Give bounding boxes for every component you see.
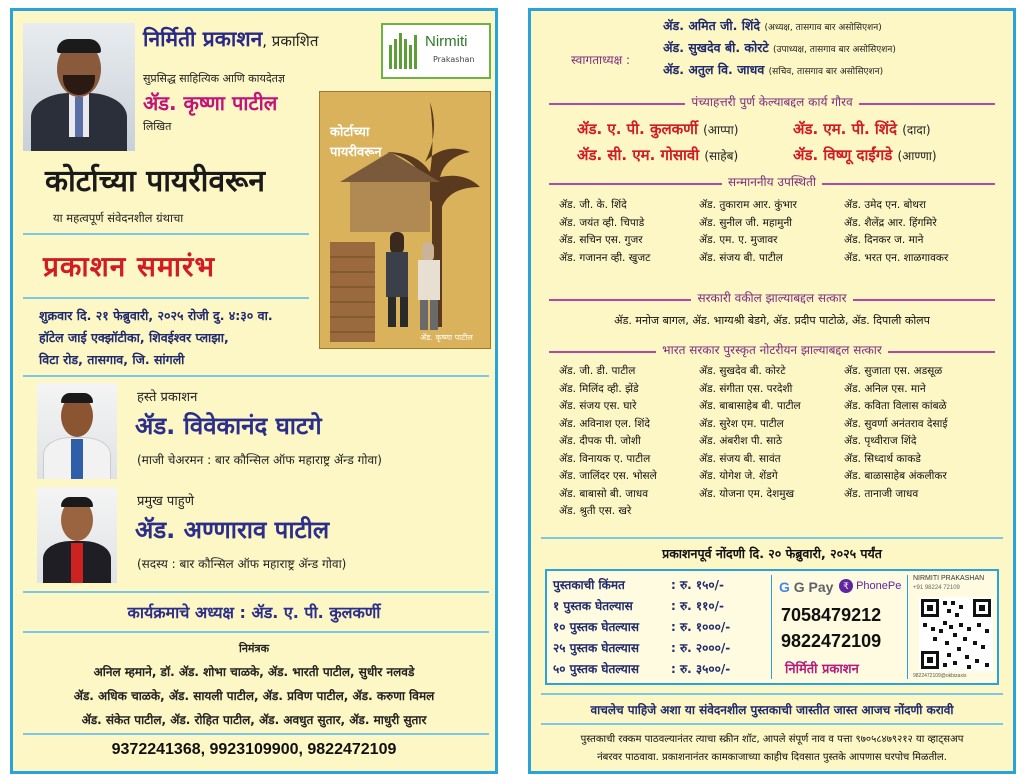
cover-author: ॲड. कृष्णा पाटील bbox=[420, 333, 473, 342]
payment-box bbox=[545, 569, 999, 685]
list-item: ॲड. भरत एन. शाळगावकर bbox=[844, 251, 949, 264]
list-item: ॲड. अनिल एस. माने bbox=[844, 382, 926, 395]
author-name: ॲड. कृष्णा पाटील bbox=[143, 91, 278, 115]
book-cover bbox=[319, 91, 491, 349]
inviters-line3: ॲड. संकेत पाटील, ॲड. रोहित पाटील, ॲड. अवधुत सुतार, ॲड. माधुरी सुतार bbox=[81, 713, 427, 727]
price-row: १० पुस्तक घेतल्यास : रु. १०००/- bbox=[553, 620, 731, 634]
list-item: ॲड. बाबासो बी. जाधव bbox=[559, 487, 649, 500]
list-item: ॲड. कविता विलास कांबळे bbox=[844, 400, 947, 412]
section-guests-heading: सन्माननीय उपस्थिती bbox=[531, 173, 1013, 190]
author-photo bbox=[23, 23, 135, 151]
list-item: ॲड. सिध्दार्थ काकडे bbox=[844, 452, 921, 465]
list-item: ॲड. संजय बी. पाटील bbox=[699, 251, 783, 264]
list-item: ॲड. श्रुती एस. खरे bbox=[559, 505, 632, 517]
inviters-line1: अनिल म्हमाने, डॉ. ॲड. शोभा चाळके, ॲड. भारती पाटील, सुधीर नलवडे bbox=[93, 665, 415, 679]
prebooking-deadline: प्रकाशनपूर्व नोंदणी दि. २० फेब्रुवारी, २०२५ पर्यंत bbox=[662, 546, 882, 561]
honoree-2: ॲड. एम. पी. शिंदे (दादा) bbox=[793, 120, 931, 138]
list-item: ॲड. सुजाता एस. अडसूळ bbox=[844, 365, 943, 377]
qr-title: NIRMITI PRAKASHAN bbox=[913, 575, 985, 582]
notary-list bbox=[559, 363, 994, 520]
payment-phone-1: 7058479212 bbox=[781, 605, 882, 625]
guest2-name: ॲड. अण्णाराव पाटील bbox=[135, 516, 330, 544]
list-item: ॲड. सुवर्णा अनंतराव देसाई bbox=[844, 417, 948, 430]
honoree-4: ॲड. विष्णू दाईंगडे (आण्णा) bbox=[793, 146, 937, 164]
list-item: ॲड. बाळासाहेब अंकलीकर bbox=[844, 470, 947, 482]
payment-note-line2: नंबरवर पाठवावा. प्रकाशनानंतर कामकाजाच्या काहीच दिवसात पुस्तके आपणास घरपोच मिळतील. bbox=[597, 752, 947, 763]
guests-list bbox=[559, 197, 994, 266]
list-item: ॲड. तानाजी जाधव bbox=[844, 487, 919, 500]
price-row: २५ पुस्तक घेतल्यास : रु. २०००/- bbox=[553, 641, 731, 655]
list-item: ॲड. मिलिंद व्ही. झेंडे bbox=[559, 382, 639, 395]
event-venue-line1: हॉटेल जाई एक्झॉटीका, शिवईश्वर प्लाझा, bbox=[39, 330, 229, 345]
guest2-description: (सदस्य : बार कौन्सिल ऑफ महाराष्ट्र ॲन्ड गोवा) bbox=[137, 557, 347, 571]
list-item: ॲड. अविनाश एल. शिंदे bbox=[559, 417, 650, 430]
list-item: ॲड. सुनील जी. महामुनी bbox=[699, 216, 793, 229]
written-label: लिखित bbox=[143, 120, 172, 133]
list-item: ॲड. दिनकर ज. माने bbox=[844, 234, 924, 246]
welcome-person-2: ॲड. सुखदेव बी. कोरटे (उपाध्यक्ष, तासगाव बार असोसिएशन) bbox=[663, 40, 896, 55]
registration-appeal: वाचलेच पाहिजे अशा या संवेदनशील पुस्तकाची जास्तीत जास्त आजच नोंदणी करावी bbox=[590, 703, 954, 717]
event-president: कार्यक्रमाचे अध्यक्ष : ॲड. ए. पी. कुलकर्णी bbox=[127, 603, 381, 622]
author-description: सुप्रसिद्ध साहित्यिक आणि कायदेतज्ञ bbox=[143, 72, 285, 85]
welcome-person-1: ॲड. अमित जी. शिंदे (अध्यक्ष, तासगाव बार असोसिएशन) bbox=[663, 18, 882, 33]
inviters-heading: निमंत्रक bbox=[238, 642, 270, 655]
guest1-name: ॲड. विवेकानंद घाटगे bbox=[135, 412, 322, 440]
section-notary-heading: भारत सरकार पुरस्कृत नोटरीयन झाल्याबद्दल सत्कार bbox=[531, 341, 1013, 358]
contact-phones: 9372241368, 9923109900, 9822472109 bbox=[111, 741, 397, 758]
list-item: ॲड. तुकाराम आर. कुंभार bbox=[699, 199, 797, 211]
logo-text: Nirmiti bbox=[425, 33, 468, 50]
book-title: कोर्टाच्या पायरीवरून bbox=[45, 164, 266, 199]
publisher-logo bbox=[381, 23, 491, 79]
event-venue-line2: विटा रोड, तासगाव, जि. सांगली bbox=[39, 352, 185, 367]
honoree-1: ॲड. ए. पी. कुलकर्णी (आप्पा) bbox=[577, 120, 739, 138]
guest1-description: (माजी चेअरमन : बार कौन्सिल ऑफ महाराष्ट्र ॲन्ड गोवा) bbox=[137, 453, 382, 467]
list-item: ॲड. अंबरीश पी. साठे bbox=[699, 435, 783, 447]
price-row: १ पुस्तक घेतल्यास : रु. ११०/- bbox=[553, 599, 724, 613]
list-item: ॲड. जालिंदर एस. भोसले bbox=[559, 470, 657, 482]
payment-name: निर्मिती प्रकाशन bbox=[785, 662, 859, 677]
section-honor-heading: पंच्याहत्तरी पुर्ण केल्याबद्दल कार्य गौरव bbox=[531, 93, 1013, 110]
list-item: ॲड. शैलेंद्र आर. हिंगमिरे bbox=[844, 216, 937, 229]
welcome-person-3: ॲड. अतुल वि. जाधव (सचिव, तासगाव बार असोसिएशन) bbox=[663, 62, 884, 77]
list-item: ॲड. सुखदेव बी. कोरटे bbox=[699, 365, 786, 377]
list-item: ॲड. उमेद एन. बोथरा bbox=[844, 199, 927, 211]
list-item: ॲड. एम. ए. मुजावर bbox=[699, 234, 778, 246]
publisher-title: निर्मिती प्रकाशन, प्रकाशित bbox=[143, 27, 319, 51]
event-date: शुक्रवार दि. २१ फेब्रुवारी, २०२५ रोजी दु. ४:३० वा. bbox=[39, 308, 273, 323]
list-item: ॲड. संगीता एस. परदेशी bbox=[699, 382, 793, 395]
payment-phone-2: 9822472109 bbox=[781, 631, 882, 651]
left-panel bbox=[10, 8, 498, 774]
guest2-photo bbox=[37, 487, 117, 583]
qr-subtitle: +91 98224 72109 bbox=[913, 585, 960, 591]
phonepe-logo: ₹ PhonePe bbox=[839, 579, 901, 593]
list-item: ॲड. योजना एम. देशमुख bbox=[699, 487, 795, 500]
list-item: ॲड. योगेश जे. शेंडगे bbox=[699, 470, 778, 482]
list-item: ॲड. संजय एस. घारे bbox=[559, 400, 637, 412]
list-item: ॲड. जी. डी. पाटील bbox=[559, 365, 636, 377]
cover-title-line1: कोर्टाच्या bbox=[330, 125, 370, 140]
list-item: ॲड. पृथ्वीराज शिंदे bbox=[844, 435, 917, 447]
list-item: ॲड. गजानन व्ही. खुजट bbox=[559, 251, 651, 264]
list-item: ॲड. बाबासाहेब बी. पाटील bbox=[699, 400, 801, 412]
qr-upi-id: 9822472109@okbizaxis bbox=[913, 673, 967, 679]
list-item: ॲड. विनायक ए. पाटील bbox=[559, 452, 651, 465]
section-prosecutor-heading: सरकारी वकील झाल्याबद्दल सत्कार bbox=[531, 289, 1013, 306]
guest2-role: प्रमुख पाहुणे bbox=[137, 494, 194, 509]
price-list bbox=[553, 575, 771, 680]
price-row: पुस्तकाची किंमत : रु. १५०/- bbox=[553, 578, 724, 592]
event-title: प्रकाशन समारंभ bbox=[43, 250, 216, 283]
payment-note-line1: पुस्तकाची रक्कम पाठवल्यानंतर त्याचा स्क्रीन शॉट, आपले संपूर्ण नाव व पत्ता ९७०५८४७९२१२ या व्हाट्सअप bbox=[580, 734, 964, 745]
welcome-label: स्वागताध्यक्ष : bbox=[571, 53, 631, 67]
list-item: ॲड. जयंत व्ही. चिपाडे bbox=[559, 216, 645, 229]
book-description: या महत्वपूर्ण संवेदनशील ग्रंथाचा bbox=[53, 211, 184, 225]
list-item: ॲड. संजय बी. सावंत bbox=[699, 452, 781, 465]
gpay-logo: G G Pay bbox=[779, 579, 834, 595]
payment-qr-code bbox=[919, 597, 993, 671]
logo-subtext: Prakashan bbox=[433, 55, 475, 64]
guest1-role: हस्ते प्रकाशन bbox=[137, 390, 198, 405]
honoree-3: ॲड. सी. एम. गोसावी (साहेब) bbox=[577, 146, 739, 164]
cover-title-line2: पायरीवरून bbox=[330, 145, 382, 160]
inviters-line2: ॲड. अधिक चाळके, ॲड. सायली पाटील, ॲड. प्रविण पाटील, ॲड. करुणा विमल bbox=[73, 689, 435, 703]
list-item: ॲड. दीपक पी. जोशी bbox=[559, 435, 641, 447]
list-item: ॲड. सुरेश एम. पाटील bbox=[699, 417, 784, 430]
price-row: ५० पुस्तक घेतल्यास : रु. ३५००/- bbox=[553, 662, 731, 676]
list-item: ॲड. सचिन एस. गुजर bbox=[559, 234, 643, 246]
prosecutors-list: ॲड. मनोज बागल, ॲड. भाग्यश्री बेडगे, ॲड. प्रदीप पाटोळे, ॲड. दिपाली कोलप bbox=[614, 314, 930, 327]
guest1-photo bbox=[37, 383, 117, 479]
right-panel bbox=[528, 8, 1016, 774]
list-item: ॲड. जी. के. शिंदे bbox=[559, 199, 627, 211]
